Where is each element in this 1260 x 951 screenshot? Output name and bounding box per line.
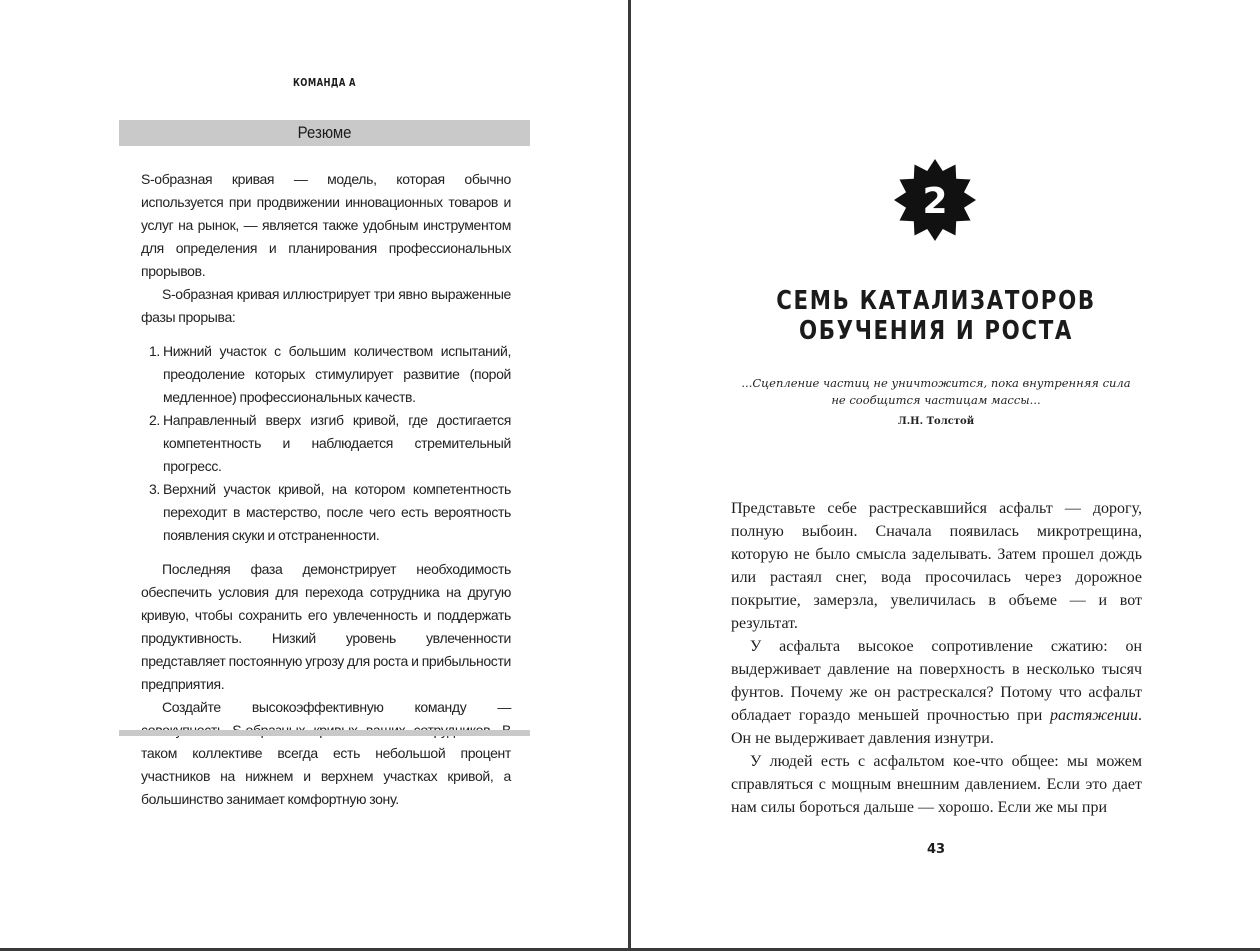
chapter-badge-icon <box>893 158 977 242</box>
chapter-title-line-2: ОБУЧЕНИЯ И РОСТА <box>798 316 1074 346</box>
summary-box <box>141 168 511 811</box>
body-paragraph-3: У людей есть с асфальтом кое-что общее: мы можем справляться с мощным внешним давлением. Если это дает нам силы бороться дальше — хорошо. Если же мы при <box>731 753 1142 816</box>
phases-list <box>141 340 511 547</box>
epigraph-line-2: не сообщится частицам массы... <box>831 393 1041 407</box>
epigraph-line-1: ...Сцепление частиц не уничтожится, пока внутренняя сила <box>741 376 1131 390</box>
phase-item-2: 2. Направленный вверх изгиб кривой, где достигается компетентность и наблюдается стремительный прогресс. <box>163 409 511 478</box>
running-head: КОМАНДА А <box>293 77 356 89</box>
body-paragraph-2 <box>731 635 1142 750</box>
summary-bottom-rule <box>119 730 530 736</box>
epigraph <box>731 375 1141 409</box>
summary-phases-intro: S-образная кривая иллюстрирует три явно выраженные фазы прорыва: <box>141 286 511 325</box>
body-paragraph-1: Представьте себе растрескавшийся асфальт — дорогу, полную выбоин. Сначала появилась микротрещина, которую не было смысла заделывать. Затем прошел дождь или растаял снег, вода просочилась через дорожное покрытие, замерзла, увеличилась в объеме — и вот результат. <box>731 500 1142 632</box>
chapter-title <box>731 286 1141 346</box>
epigraph-author: Л.Н. Толстой <box>897 416 975 427</box>
body-paragraph-2-end: . Он не выдерживает давления изнутри. <box>731 707 1142 747</box>
summary-paragraph-last-phase: Последняя фаза демонстрирует необходимость обеспечить условия для перехода сотрудника на другую кривую, чтобы сохранить его увлеченность и поддержать продуктивность. Низкий уровень увлеченности представляет постоянную угрозу для роста и прибыльности предприятия. <box>141 561 511 692</box>
chapter-title-line-1: СЕМЬ КАТАЛИЗАТОРОВ <box>776 286 1096 316</box>
summary-heading-bar <box>119 120 530 146</box>
page-number: 43 <box>926 842 946 857</box>
emphasis-word: растяжении <box>1050 707 1138 724</box>
summary-heading: Резюме <box>297 123 352 142</box>
chapter-body <box>731 497 1142 819</box>
phase-item-1: 1. Нижний участок с большим количеством испытаний, преодоление которых стимулирует развитие (порой медленное) профессиональных качеств. <box>163 340 511 409</box>
body-paragraph-2-start: У асфальта высокое сопротивление сжатию: он выдерживает давление на поверхность в несколько тысяч фунтов. Почему же он растрескался? Потому что асфальт обладает гораздо меньшей прочностью при <box>731 638 1142 724</box>
phase-item-3: 3. Верхний участок кривой, на котором компетентность переходит в мастерство, после чего есть вероятность появления скуки и отстраненности. <box>163 478 511 547</box>
summary-paragraph-team: Создайте высокоэффективную команду — таком коллективе всегда есть небольшой процент участников на нижнем и верхнем участках кривой, а большинство занимает комфортную зону. <box>141 699 511 807</box>
chapter-number: 2 <box>922 181 948 222</box>
left-page <box>0 0 629 951</box>
summary-intro: S-образная кривая — модель, которая обычно используется при продвижении инновационных товаров и услуг на рынок, — является также удобным инструментом для определения и планирования профессиональных прорывов. <box>141 171 511 279</box>
